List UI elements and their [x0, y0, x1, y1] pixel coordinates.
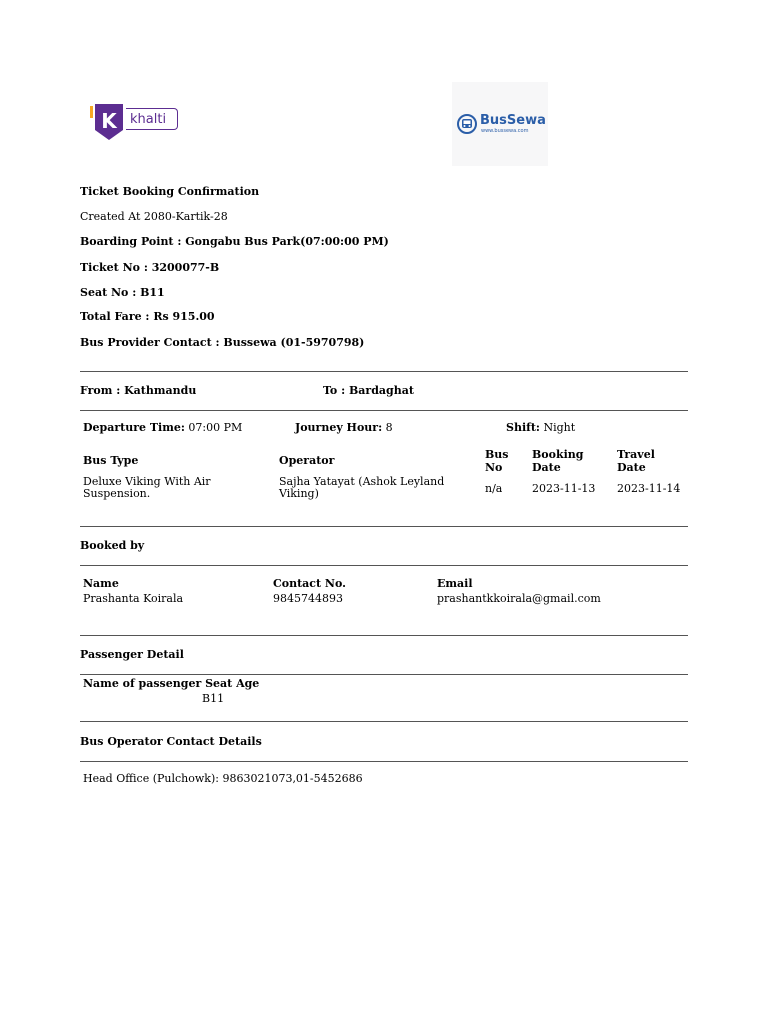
booked-by-title: Booked by — [80, 539, 145, 552]
khalti-logo-letter: K — [101, 109, 117, 133]
divider — [80, 410, 688, 411]
operator-contact-title: Bus Operator Contact Details — [80, 735, 262, 748]
shift-value: Night — [543, 421, 576, 434]
provider-contact: Bus Provider Contact : Bussewa (01-5970798) — [80, 336, 365, 349]
booker-email: prashantkkoirala@gmail.com — [437, 592, 601, 605]
departure-label: Departure Time: — [83, 421, 185, 434]
passenger-seat-header: Seat — [205, 677, 233, 690]
booker-name-header: Name — [83, 577, 119, 590]
divider — [80, 721, 688, 722]
bus-no-value: n/a — [485, 482, 503, 495]
booker-contact: 9845744893 — [273, 592, 343, 605]
booker-contact-header: Contact No. — [273, 577, 346, 590]
divider — [80, 565, 688, 566]
journey-hour — [295, 421, 393, 434]
booker-name: Prashanta Koirala — [83, 592, 184, 605]
booking-date-header — [532, 448, 583, 474]
booking-date-value: 2023-11-13 — [532, 482, 596, 495]
travel-date-header — [617, 448, 655, 474]
total-fare: Total Fare : Rs 915.00 — [80, 310, 215, 323]
travel-date-header-line1: Travel — [617, 448, 655, 461]
operator-value-line1: Sajha Yatayat (Ashok Leyland — [279, 475, 445, 488]
shift — [506, 421, 575, 434]
passenger-name-header: Name of passenger — [83, 677, 202, 690]
bus-type-header: Bus Type — [83, 454, 139, 467]
ticket-no: Ticket No : 3200077-B — [80, 261, 220, 274]
bus-no-header — [485, 448, 509, 474]
head-office-contact: Head Office (Pulchowk): 9863021073,01-5452686 — [83, 772, 363, 785]
passenger-detail-title: Passenger Detail — [80, 648, 184, 661]
operator-header: Operator — [279, 454, 335, 467]
passenger-table-header — [83, 677, 259, 690]
bus-type-value-line1: Deluxe Viking With Air — [83, 475, 211, 488]
ticket-title: Ticket Booking Confirmation — [80, 185, 260, 198]
passenger-seat: B11 — [202, 692, 225, 705]
passenger-age-header: Age — [236, 677, 260, 690]
departure-time — [83, 421, 242, 434]
seat-no: Seat No : B11 — [80, 286, 165, 299]
bussewa-logo-url: www.bussewa.com — [481, 128, 529, 134]
divider — [80, 761, 688, 762]
journey-value: 8 — [385, 421, 393, 434]
journey-label: Journey Hour: — [295, 421, 383, 434]
divider — [80, 674, 688, 675]
shift-label: Shift: — [506, 421, 540, 434]
divider — [80, 526, 688, 527]
khalti-logo-text: khalti — [126, 108, 178, 130]
divider — [80, 371, 688, 372]
operator-value — [279, 476, 444, 500]
booking-date-header-line1: Booking — [532, 448, 584, 461]
boarding-point: Boarding Point : Gongabu Bus Park(07:00:00 PM) — [80, 235, 389, 248]
route-to: To : Bardaghat — [323, 384, 414, 397]
travel-date-header-line2: Date — [617, 461, 646, 474]
bus-type-value — [83, 476, 211, 500]
operator-value-line2: Viking) — [279, 487, 319, 500]
booking-date-header-line2: Date — [532, 461, 561, 474]
khalti-k-icon — [90, 104, 126, 140]
bus-no-header-line1: Bus — [485, 448, 509, 461]
departure-value: 07:00 PM — [188, 421, 243, 434]
route-from: From : Kathmandu — [80, 384, 197, 397]
divider — [80, 635, 688, 636]
bus-icon — [457, 114, 477, 134]
bus-no-header-line2: No — [485, 461, 503, 474]
booker-email-header: Email — [437, 577, 473, 590]
travel-date-value: 2023-11-14 — [617, 482, 681, 495]
bussewa-logo-text: BusSewa — [480, 113, 546, 128]
created-at: Created At 2080-Kartik-28 — [80, 210, 228, 223]
bus-type-value-line2: Suspension. — [83, 487, 151, 500]
